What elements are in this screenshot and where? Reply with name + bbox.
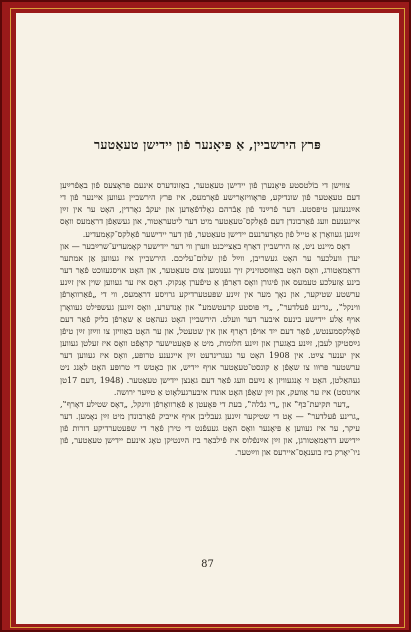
chapter-title: פּרץ הירשביין, אַ פּיאָנער פֿון יידישן טעאַטער bbox=[93, 137, 322, 152]
book-page bbox=[16, 13, 399, 624]
page-number: 87 bbox=[201, 559, 214, 570]
paragraph-1: צווישן די בוֹלטסטע פּיאָנערן פֿון יידישן טעאַטער, באַזונדערס אינעם פּראָצעס פֿון באַפֿרײַען דעם טעאַטער פֿון שונדיקע, פּראָוויזאָרישע פֿאָרמעס, איז פּרץ הירשביין געווען איינער פֿון די אײַנגעזען טיפּסטע. דער פֿרײַנד פֿון אַבֿרהם גאָלדפֿאַדען און יעקבֿ גאָרדין, האָט ער אין זײַן אייגענעם וועג פֿאַרבונדן דעם פֿאָלקס־טעאַטער מיט דער ליטעראַטור, און געשאַפֿן דראַמעס וואָס זײַנען געוואָרן אַ טייל פֿון מאָדערנעם יידישן טעאַטער, פֿון דער יידישער פֿאָלקס־קאָמעדיע. bbox=[60, 180, 360, 239]
paragraph-2: דאָס מיינט ניט, אַז הירשביין דאַרף באַצייכנט ווערן ווי דער יידישער קאָמעדיע־שרײַבער — און יעדן וועלכער ער האָט געשריבן, ווײַל פֿון שלום־עליכם. הירשביין איז געווען אַן אמתער דראַמאַטורג, וואָס האָט באַוווּסטזיניק זיך גענומען צום טעאַטער, און האָט אויסגעזוכט פֿאַר דער בינע אַזעלכע טעמעס און פֿיגורן וואָס דאַרפֿן אַ טיפֿערן אָנקוק. דאָס איז ער געווען שוין אין זײַנע ערשטע שטיקער, און נאָך מער אין זײַנע שפּעטערדיקע גרויסע דראַמעס, ווי די „פֿאַרוואָרפֿן ווינקל‟, „גרינע פֿעלדער‟, „די פּוסטע קרעטשמע‟ און אַנדערע, וואָס זײַנען געשפּילט געוואָרן אויף אַלע יידישע בינעס איבער דער וועלט. הירשביין האָט געהאַט אַ שאַרפֿן בליק פֿאַר דעם פֿאָלקסמענטש, פֿאַר דעם ייִד אויפֿן דאָרף און אין שטעטל, און ער האָט באַוויזן צו ווײַזן זײַן טיפֿן גײַסטיקן לעבן, זײַנע באַגערן און זײַנע חלומות, מיט אַ פּאָעטישער קראַפֿט וואָס איז זעלטן געווען אין יענער צײַט. אין 1908 האָט ער געגרינדעט זײַן אייגענע טרופּע, וואָס איז געווען דער ערשטער פּרוּוו צו שאַפֿן אַ קונסט־טעאַטער אויף יידיש, און כאָטש די טרופּע האָט לאַנג ניט געהאַלטן, האָט זי אָנגעוויזן אַ נײַעם וועג פֿאַר דעם גאַנצן יידישן טעאַטער. (1948 ,דעם 17טן אויגוסט) איז ער אַוועק, און זײַן שאַפֿן האָט אונדז איבערגעלאָזט אַ טײַער ירושה. bbox=[60, 240, 360, 397]
body-text bbox=[60, 179, 360, 459]
paragraph-3: „דער תּקיעת־כּף‟ און „די גבֿלה‟, בעת די פּאָעטן אַ פֿאַרוואָרפֿן ווינקל, „דאָס שטילע דאָרף‟, „גרינע פֿעלדער‟ — אָט די שטיקער זײַנען געבליבן אויף אייביק פֿאַרבונדן מיט זײַן נאָמען. דער עיקר, ער איז געווען אַ פּיאָנער וואָס האָט געעפֿנט די טירן פֿאַר די שפּעטערדיקע דורות פֿון יידישע דראַמאַטורגן, און זײַן אײַנפֿלוס איז פֿילבאַר ביז הײַנטיקן טאָג אינעם יידישן טעאַטער, פֿון ניו־יאָרק ביז בוענאָס־איירעס און ווײַטער. bbox=[60, 398, 360, 458]
